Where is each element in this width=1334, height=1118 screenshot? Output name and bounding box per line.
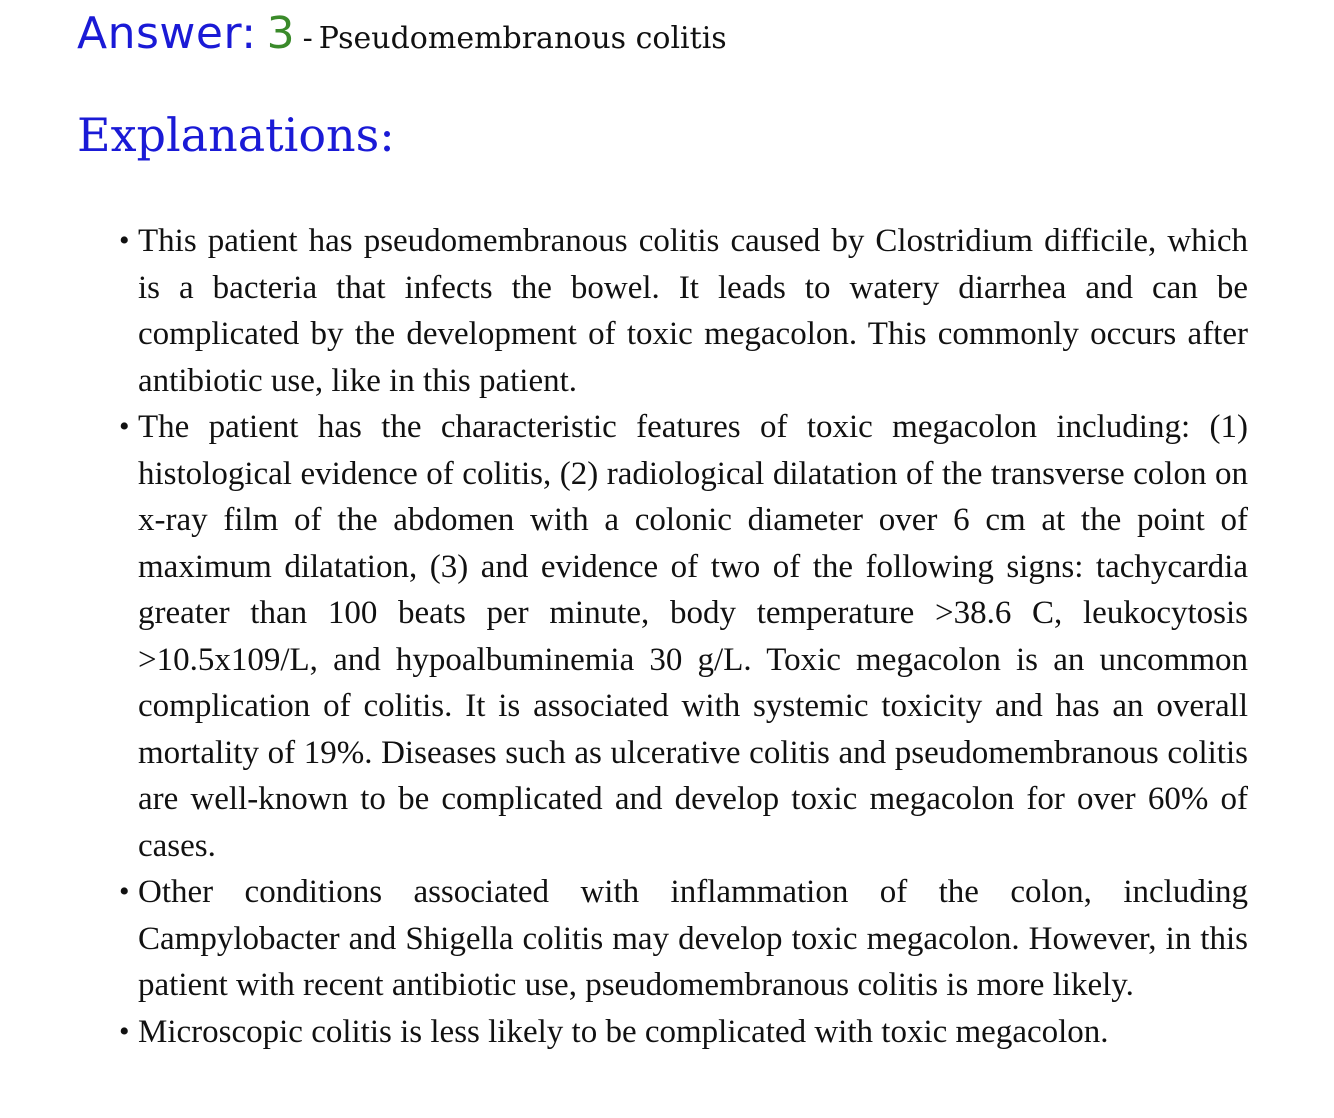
explanation-item [119,404,1248,869]
explanations-heading: Explanations: [77,108,395,162]
bullet-icon: • [119,875,130,908]
bullet-icon: • [119,1014,130,1048]
explanation-item [119,1009,1248,1056]
explanation-text: Other conditions associated with inflammation of the colon, including Campylobacter and Shigella colitis may develop toxic megacolon. However, in this patient with recent antibiotic use, pseudomembranous colitis is more likely. [138,874,1248,1003]
explanation-item [119,218,1248,404]
explanation-text: Microscopic colitis is less likely to be complicated with toxic megacolon. [138,1013,1109,1050]
explanation-text: The patient has the characteristic features of toxic megacolon including: (1) histological evidence of colitis, (2) radiological dilatation of the transverse colon on x-ray film of the abdomen with a colonic diameter over 6 cm at the point of maximum dilatation, (3) and evidence of two of the following signs: tachycardia greater than 100 beats per minute, body temperature >38.6 C, leukocytosis >10.5x109/L, and hypoalbuminemia 30 g/L. Toxic megacolon is an uncommon complication of colitis. It is associated with systemic toxicity and has an overall mortality of 19%. Diseases such as ulcerative colitis and pseudomembranous colitis are well-known to be complicated and develop toxic megacolon for over 60% of cases. [138,409,1248,864]
explanation-text: This patient has pseudomembranous colitis caused by Clostridium difficile, which is a bacteria that infects the bowel. It leads to watery diarrhea and can be complicated by the development of toxic megacolon. This commonly occurs after antibiotic use, like in this patient. [138,223,1248,399]
answer-dash: - [302,21,313,56]
answer-line [77,8,727,59]
answer-number: 3 [266,8,295,59]
explanations-list [119,218,1248,1055]
answer-text: Pseudomembranous colitis [318,21,727,56]
bullet-icon: • [119,224,130,257]
answer-label: Answer: [77,8,257,59]
explanation-item [119,869,1248,1009]
bullet-icon: • [119,410,130,443]
